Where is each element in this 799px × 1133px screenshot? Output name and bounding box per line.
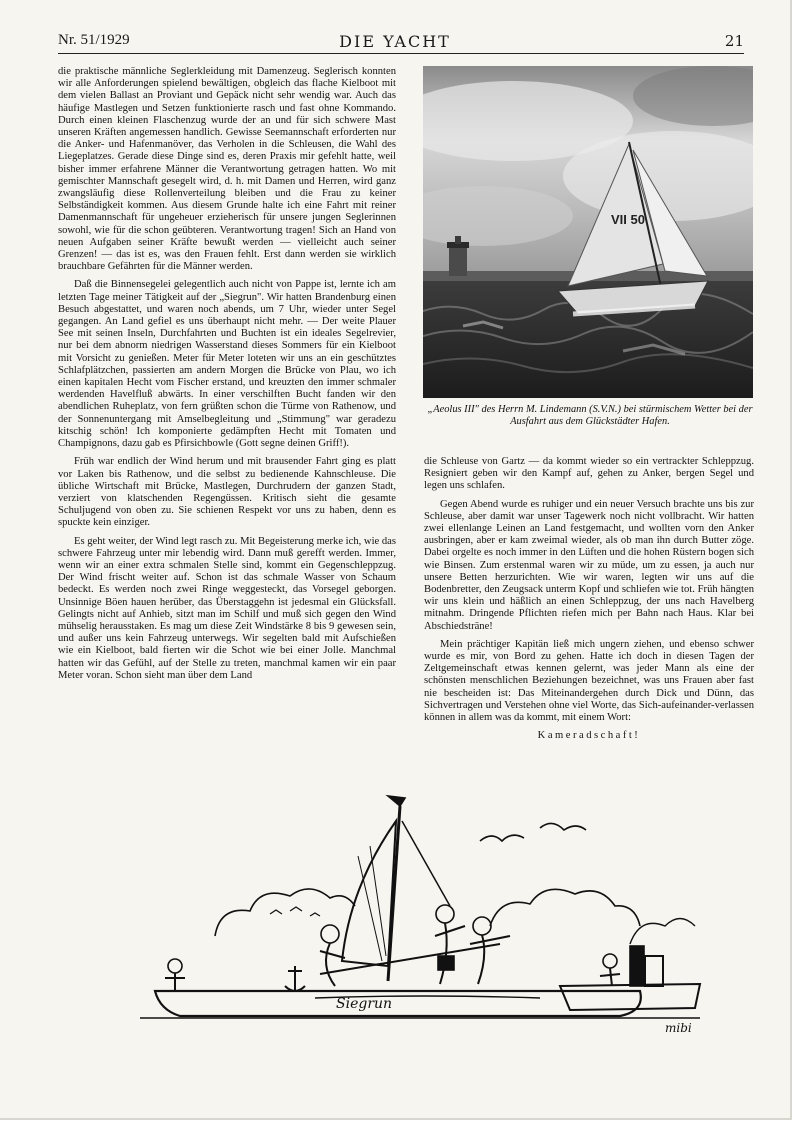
magazine-title: DIE YACHT [339, 32, 451, 51]
paragraph: Früh war endlich der Wind herum und mit brausender Fahrt ging es platt vor Laken bis Rathenow, und die selbst zu bedienende Kahnschleuse. Die übliche Wirtschaft mit Brücke, Mastlegen, Durchrudern der ganzen Stadt, verziert von klatschenden Regengüssen. Kritisch sieht die gesamte Schuljugend von oben zu. Sie schienen Respekt vor uns zu haben, denn es spuckte kein einziger. [58, 456, 396, 529]
left-text-column [58, 66, 396, 688]
paragraph: die praktische männliche Seglerkleidung mit Damenzeug. Seglerisch konnten wir alle Anforderungen spielend bewältigen, obgleich das flache Kielboot mit dem vielen Ballast an Proviant und Gepäck nicht sehr wendig war. Auch das häufige Mastlegen und Setzen funktionierte rasch und fast ohne Kommando. Durch einen kleinen Flaschenzug wurde der an und für sich schwere Mast unseren Kräften angemessen handlich. Gewisse Seemannschaft erforderten nur die Anker- und Hafenmanöver, das Verholen in die Schleusen, die Wahl des Liegeplatzes. Gerade diese Dinge sind es, deren Praxis mir gefehlt hatte, weil bisher immer erfahrene Männer die Verantwortung getragen hatten. Wo mit gemischter Mannschaft gesegelt wird, d. h. mit Damen und Herren, wird ganz zwangsläufig diese Rollenverteilung bleiben und die Frau zu keiner Selbständigkeit kommen. Aus diesem Grunde halte ich eine Fahrt mit reiner Damenmannschaft für ungeheuer erzieherisch für unsere jungen Seglerinnen sowohl, wie für die schon geübteren. Verantwortung tragen! Sich an Hand von neuen Aufgaben seiner Kräfte bewußt werden — vielleicht auch seiner Grenzen! — das ist es, was den Frauen fehlt. Erst dann werden sie wirklich brauchbare Gefährten für die Männer werden. [58, 66, 396, 273]
sail-number: VII 50 [611, 212, 645, 227]
artist-signature: mibi [665, 1021, 692, 1035]
page-number: 21 [724, 32, 744, 50]
sailboat-photo [423, 66, 753, 398]
paragraph: Mein prächtiger Kapitän ließ mich ungern ziehen, und ebenso schwer wurde es mir, von Bord zu gehen. Hatte ich doch in diesen Tagen der Zeltgemeinschaft etwas kennen gelernt, was jeder Mann als eine der schönsten menschlichen Beziehungen bezeichnet, was uns Frauen aber fast nie bescheiden ist: Das Miteinandergehen durch Dick und Dünn, das Sichvertragen und Verstehen ohne viel Worte, das Sich-aufeinander-verlassen können in allem was da kommt, mit einem Wort: [424, 638, 754, 724]
sailing-cartoon-illustration [120, 786, 720, 1036]
right-text-column [424, 456, 754, 742]
issue-number: Nr. 51/1929 [58, 32, 130, 48]
boat-name: Siegrun [336, 996, 393, 1012]
photo-caption: „Aeolus III" des Herrn M. Lindemann (S.V.N.) bei stürmischem Wetter bei der Ausfahrt aus dem Glückstädter Hafen. [427, 404, 753, 427]
header-rule [58, 53, 744, 54]
paragraph: Es geht weiter, der Wind legt rasch zu. Mit Begeisterung merke ich, wie das schwere Fahrzeug unter mir lebendig wird. Dann muß gerefft werden. Immer, wenn wir an einer extra schmalen Stelle sind, kommt ein Gegenschleppzug. Der Wind frischt weiter auf. Schon ist das schmale Wasser von Schaum bedeckt. Es werden noch zwei Ringe weggesteckt, das Vorsegel geborgen. Unsinnige Böen hauen herüber, das Überstaggehn ist jedesmal ein Glücksfall. Gelingts nicht auf Anhieb, sitzt man im Schilf und muß sich gegen den Wind mühselig herausstaken. Es mag um diese Zeit Windstärke 8 bis 9 gewesen sein, und außer uns kein Fahrzeug unterwegs. Wir segelten bald mit Aufschießen wie ein Kielboot, bald fierten wir die Schot wie bei einer Jolle. Manchmal hatten wir das Gefühl, auf der Stelle zu treten, manchmal kamen wir ein paar Meter voran. Schon sieht man über dem Land [58, 535, 396, 681]
paragraph: Gegen Abend wurde es ruhiger und ein neuer Versuch brachte uns bis zur Schleuse, aber damit war unser Tagewerk noch nicht vollbracht. Wir hatten zwei ellenlange Leinen an Land festgemacht, und wollten vorn den Anker ausbringen, aber er kam zweimal wieder, als ob man ihn durch Butter zöge. Dabei orgelte es noch immer in den Lüften und die hohen Rüstern bogen sich wie Binsen. Zum erstenmal waren wir zu müde, um zu essen, ja auch nur unsere Betten herzurichten. Wie wir waren, legten wir uns auf die Bodenbretter, den Zeugsack unterm Kopf und schliefen wie tot. Früh hängten wir uns klein und häßlich an einen Schleppzug, der uns nach Havelberg mitnahm. Dringende Pflichten riefen mich per Bahn nach Haus. Klar bei Abschiedsträne! [424, 498, 754, 632]
signoff: Kameradschaft! [537, 730, 641, 742]
paragraph: die Schleuse von Gartz — da kommt wieder so ein vertrackter Schleppzug. Resigniert geben wir den Kampf auf, gehen zu Anker, bergen Segel und legen uns schlafen. [424, 456, 754, 492]
paragraph: Daß die Binnensegelei gelegentlich auch nicht von Pappe ist, lernte ich am letzten Tage meiner Tätigkeit auf der „Siegrun". Wir hatten Brandenburg einen Besuch abgestattet, und waren noch abends, um 7 Uhr, wieder unter Segel gegangen. An Land gefiel es uns überhaupt nicht mehr. — Der weite Plauer See mit seinen Inseln, Durchfahrten und Buchten ist ein ideales Segelrevier, nur bei dem abnorm niedrigen Wasserstand dieses Sommers für ein Kielboot mit Vorsicht zu genießen. Meter für Meter loteten wir uns an ein geschütztes Schlafplätzchen, passierten am andern Morgen die Brücke von Plau, wo ich einen kapitalen Hecht vom Fischer erstand, und kreuzten den immer schmaler werdenden Havelfluß abwärts. In einer verschilften Bucht fanden wir den abendlichen Ruheplatz, von fern grüßten schon die Türme von Rathenow, und der Sonnenuntergang mit Amselbegleitung und „Stimmung" war geradezu kitschig schön! Ich komponierte gedämpften Hecht mit Tomaten und Champignons, dazu gab es Pfirsichbowle (Gott segne deinen Griff!). [58, 279, 396, 450]
